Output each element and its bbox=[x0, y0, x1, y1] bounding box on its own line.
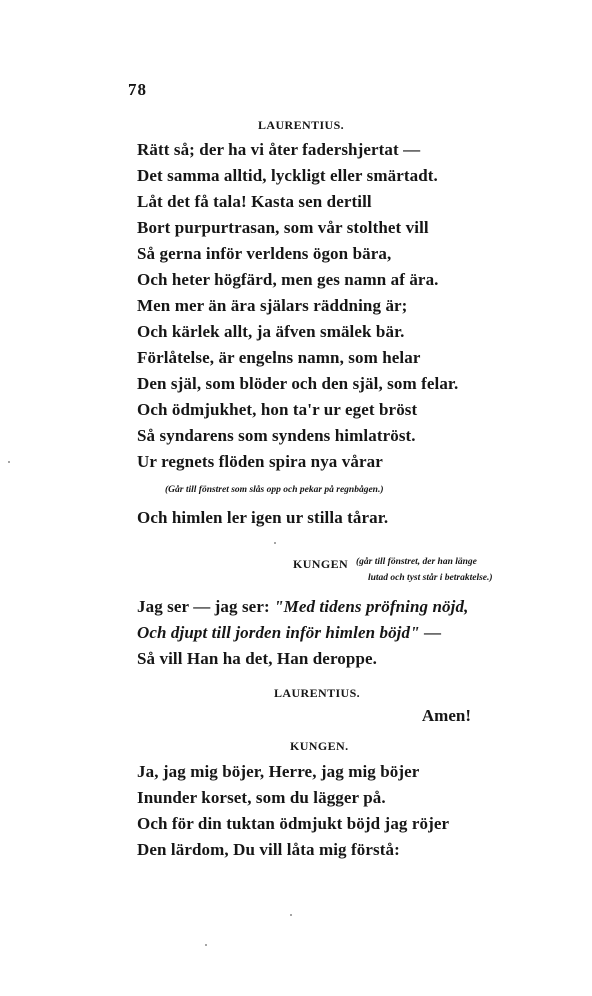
verse-line: Och ödmjukhet, hon ta'r ur eget bröst bbox=[137, 400, 418, 419]
verse-line: Låt det få tala! Kasta sen dertill bbox=[137, 192, 372, 211]
verse-line: Och för din tuktan ödmjukt böjd jag röjer bbox=[137, 814, 450, 833]
verse-line: Så gerna inför verldens ögon bära, bbox=[137, 244, 392, 263]
verse-quote: Och djupt till jorden inför himlen böjd" bbox=[137, 623, 420, 642]
verse-text: Jag ser — jag ser: bbox=[137, 597, 275, 616]
verse-line: Amen! bbox=[421, 706, 471, 725]
speaker-laurentius: LAURENTIUS. bbox=[274, 686, 361, 700]
verse-line: Ja, jag mig böjer, Herre, jag mig böjer bbox=[137, 762, 420, 781]
verse-line: Inunder korset, som du lägger på. bbox=[137, 788, 386, 807]
verse-line: Det samma alltid, lyckligt eller smärtadt. bbox=[137, 166, 438, 185]
speaker-kungen: KUNGEN bbox=[293, 557, 349, 571]
stage-direction: (går till fönstret, der han länge bbox=[356, 557, 477, 567]
verse-line: Så vill Han ha det, Han deroppe. bbox=[137, 649, 377, 668]
verse-quote: "Med tidens pröfning nöjd, bbox=[274, 597, 469, 616]
verse-line bbox=[137, 623, 441, 643]
verse-line: Ur regnets flöden spira nya vårar bbox=[137, 452, 383, 471]
verse-line: Men mer än ära själars räddning är; bbox=[137, 296, 408, 315]
verse-text: — bbox=[419, 623, 442, 642]
verse-line: Bort purpurtrasan, som vår stolthet vill bbox=[137, 218, 429, 237]
print-speck bbox=[274, 542, 276, 544]
verse-line: Förlåtelse, är engelns namn, som helar bbox=[137, 348, 421, 367]
verse-line bbox=[137, 597, 468, 617]
speaker-kungen: KUNGEN. bbox=[290, 739, 349, 753]
print-speck bbox=[290, 914, 292, 916]
page-number: 78 bbox=[128, 80, 147, 99]
print-speck bbox=[205, 944, 207, 946]
stage-direction: (Går till fönstret som slås opp och pekar på regnbågen.) bbox=[165, 485, 384, 495]
verse-line: Och kärlek allt, ja äfven smälek bär. bbox=[137, 322, 405, 341]
stage-direction: lutad och tyst står i betraktelse.) bbox=[368, 573, 493, 583]
print-speck bbox=[8, 461, 10, 463]
verse-line: Och heter högfärd, men ges namn af ära. bbox=[137, 270, 439, 289]
verse-line: Så syndarens som syndens himlatröst. bbox=[137, 426, 416, 445]
speaker-laurentius: LAURENTIUS. bbox=[258, 118, 345, 132]
verse-line: Och himlen ler igen ur stilla tårar. bbox=[137, 508, 389, 527]
verse-line: Rätt så; der ha vi åter fadershjertat — bbox=[137, 140, 421, 159]
verse-line: Den lärdom, Du vill låta mig förstå: bbox=[137, 840, 400, 859]
verse-line: Den själ, som blöder och den själ, som felar. bbox=[137, 374, 459, 393]
